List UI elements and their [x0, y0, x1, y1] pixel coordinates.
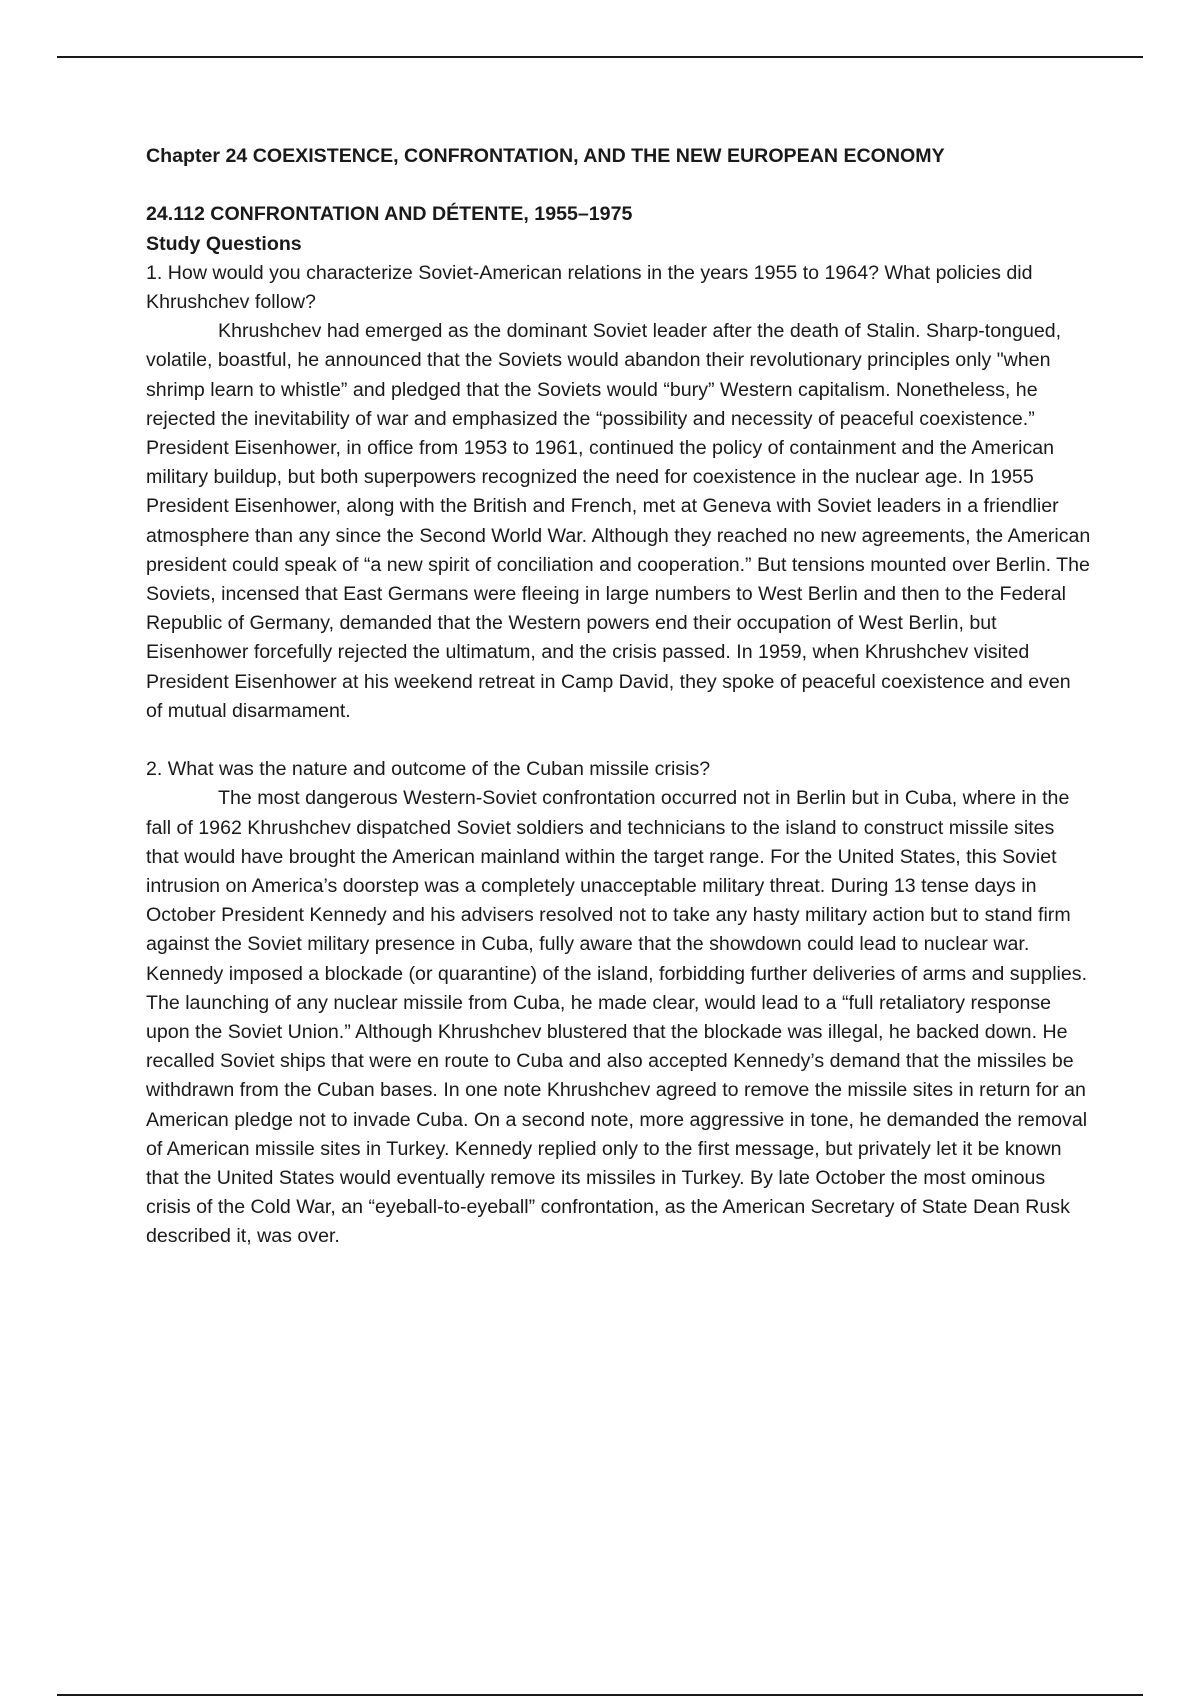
paragraph-gap [146, 726, 1092, 755]
answer-2: The most dangerous Western-Soviet confrontation occurred not in Berlin but in Cuba, where in the fall of 1962 Khrushchev dispatched Soviet soldiers and technicians to the island to construct missile sites that would have brought the American mainland within the target range. For the United States, this Soviet intrusion on America’s doorstep was a completely unacceptable military threat. During 13 tense days in October President Kennedy and his advisers resolved not to take any hasty military action but to stand firm against the Soviet military presence in Cuba, fully aware that the showdown could lead to nuclear war. Kennedy imposed a blockade (or quarantine) of the island, forbidding further deliveries of arms and supplies. The launching of any nuclear missile from Cuba, he made clear, would lead to a “full retaliatory response upon the Soviet Union.” Although Khrushchev blustered that the blockade was illegal, he backed down. He recalled Soviet ships that were en route to Cuba and also accepted Kennedy’s demand that the missiles be withdrawn from the Cuban bases. In one note Khrushchev agreed to remove the missile sites in return for an American pledge not to invade Cuba. On a second note, more aggressive in tone, he demanded the removal of American missile sites in Turkey. Kennedy replied only to the first message, but privately let it be known that the United States would eventually remove its missiles in Turkey. By late October the most ominous crisis of the Cold War, an “eyeball-to-eyeball” confrontation, as the American Secretary of State Dean Rusk described it, was over. [146, 787, 1088, 1248]
section-title: 24.112 CONFRONTATION AND DÉTENTE, 1955–1975 [146, 203, 633, 226]
question-1: 1. How would you characterize Soviet-American relations in the years 1955 to 1964? What policies did Khrushchev follow? [146, 261, 1033, 313]
question-block-1 [146, 259, 1092, 726]
bottom-rule [57, 1694, 1143, 1696]
document-body [146, 142, 1092, 1252]
question-block-2 [146, 755, 1092, 1251]
top-rule [57, 56, 1143, 58]
chapter-title: Chapter 24 COEXISTENCE, CONFRONTATION, AND THE NEW EUROPEAN ECONOMY [146, 145, 945, 167]
study-questions-heading: Study Questions [146, 232, 302, 255]
question-2: 2. What was the nature and outcome of the Cuban missile crisis? [146, 758, 711, 781]
answer-1: Khrushchev had emerged as the dominant Soviet leader after the death of Stalin. Sharp-tongued, volatile, boastful, he announced that the Soviets would abandon their revolutionary principles only "when shrimp learn to whistle” and pledged that the Soviets would “bury” Western capitalism. Nonetheless, he rejected the inevitability of war and emphasized the “possibility and necessity of peaceful coexistence.” President Eisenhower, in office from 1953 to 1961, continued the policy of containment and the American military buildup, but both superpowers recognized the need for coexistence in the nuclear age. In 1955 President Eisenhower, along with the British and French, met at Geneva with Soviet leaders in a friendlier atmosphere than any since the Second World War. Although they reached no new agreements, the American president could speak of “a new spirit of conciliation and cooperation.” But tensions mounted over Berlin. The Soviets, incensed that East Germans were fleeing in large numbers to West Berlin and then to the Federal Republic of Germany, demanded that the Western powers end their occupation of West Berlin, but Eisenhower forcefully rejected the ultimatum, and the crisis passed. In 1959, when Khrushchev visited President Eisenhower at his weekend retreat in Camp David, they spoke of peaceful coexistence and even of mutual disarmament. [146, 320, 1091, 722]
